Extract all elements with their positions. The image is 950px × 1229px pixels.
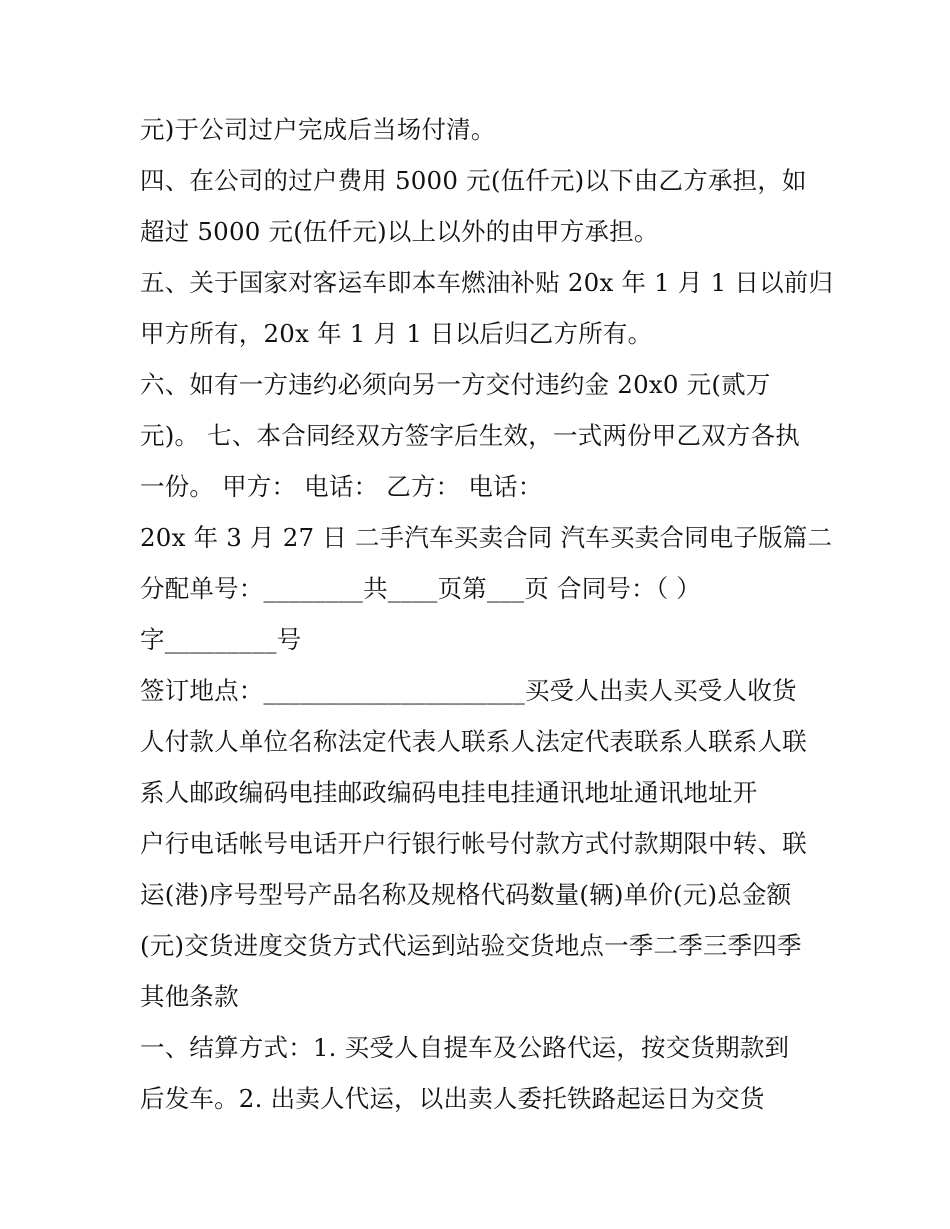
text-line: 元)。 七、本合同经双方签字后生效，一式两份甲乙双方各执: [140, 421, 800, 450]
text-line: 签订地点：_____________________买受人出卖人买受人收货: [140, 676, 797, 705]
text-line: 系人邮政编码电挂邮政编码电挂电挂通讯地址通讯地址开: [140, 778, 758, 807]
text-line: 六、如有一方违约必须向另一方交付违约金 20x0 元(贰万: [140, 370, 771, 399]
text-line: 其他条款: [140, 982, 239, 1011]
text-line: 五、关于国家对客运车即本车燃油补贴 20x 年 1 月 1 日以前归: [140, 268, 834, 297]
text-line: 甲方所有，20x 年 1 月 1 日以后归乙方所有。: [140, 319, 653, 348]
text-line: 四、在公司的过户费用 5000 元(伍仟元)以下由乙方承担，如: [140, 166, 807, 195]
text-line: 分配单号：________共____页第___页 合同号：（ ）: [140, 574, 701, 603]
text-line: 超过 5000 元(伍仟元)以上以外的由甲方承担。: [140, 217, 659, 246]
text-line: (元)交货进度交货方式代运到站验交货地点一季二季三季四季: [140, 931, 802, 960]
text-line: 20x 年 3 月 27 日 二手汽车买卖合同 汽车买卖合同电子版篇二: [140, 523, 833, 552]
text-line: 人付款人单位名称法定代表人联系人法定代表联系人联系人联: [140, 727, 807, 756]
text-line: 一、结算方式：1. 买受人自提车及公路代运，按交货期款到: [140, 1033, 790, 1062]
text-line: 户行电话帐号电话开户行银行帐号付款方式付款期限中转、联: [140, 829, 807, 858]
text-line: 元)于公司过户完成后当场付清。: [140, 115, 496, 144]
text-line: 运(港)序号型号产品名称及规格代码数量(辆)单价(元)总金额: [140, 880, 792, 909]
text-line: 后发车。2. 出卖人代运，以出卖人委托铁路起运日为交货: [140, 1084, 765, 1113]
text-line: 一份。 甲方： 电话： 乙方： 电话：: [140, 472, 543, 501]
text-line: 字_________号: [140, 625, 302, 654]
